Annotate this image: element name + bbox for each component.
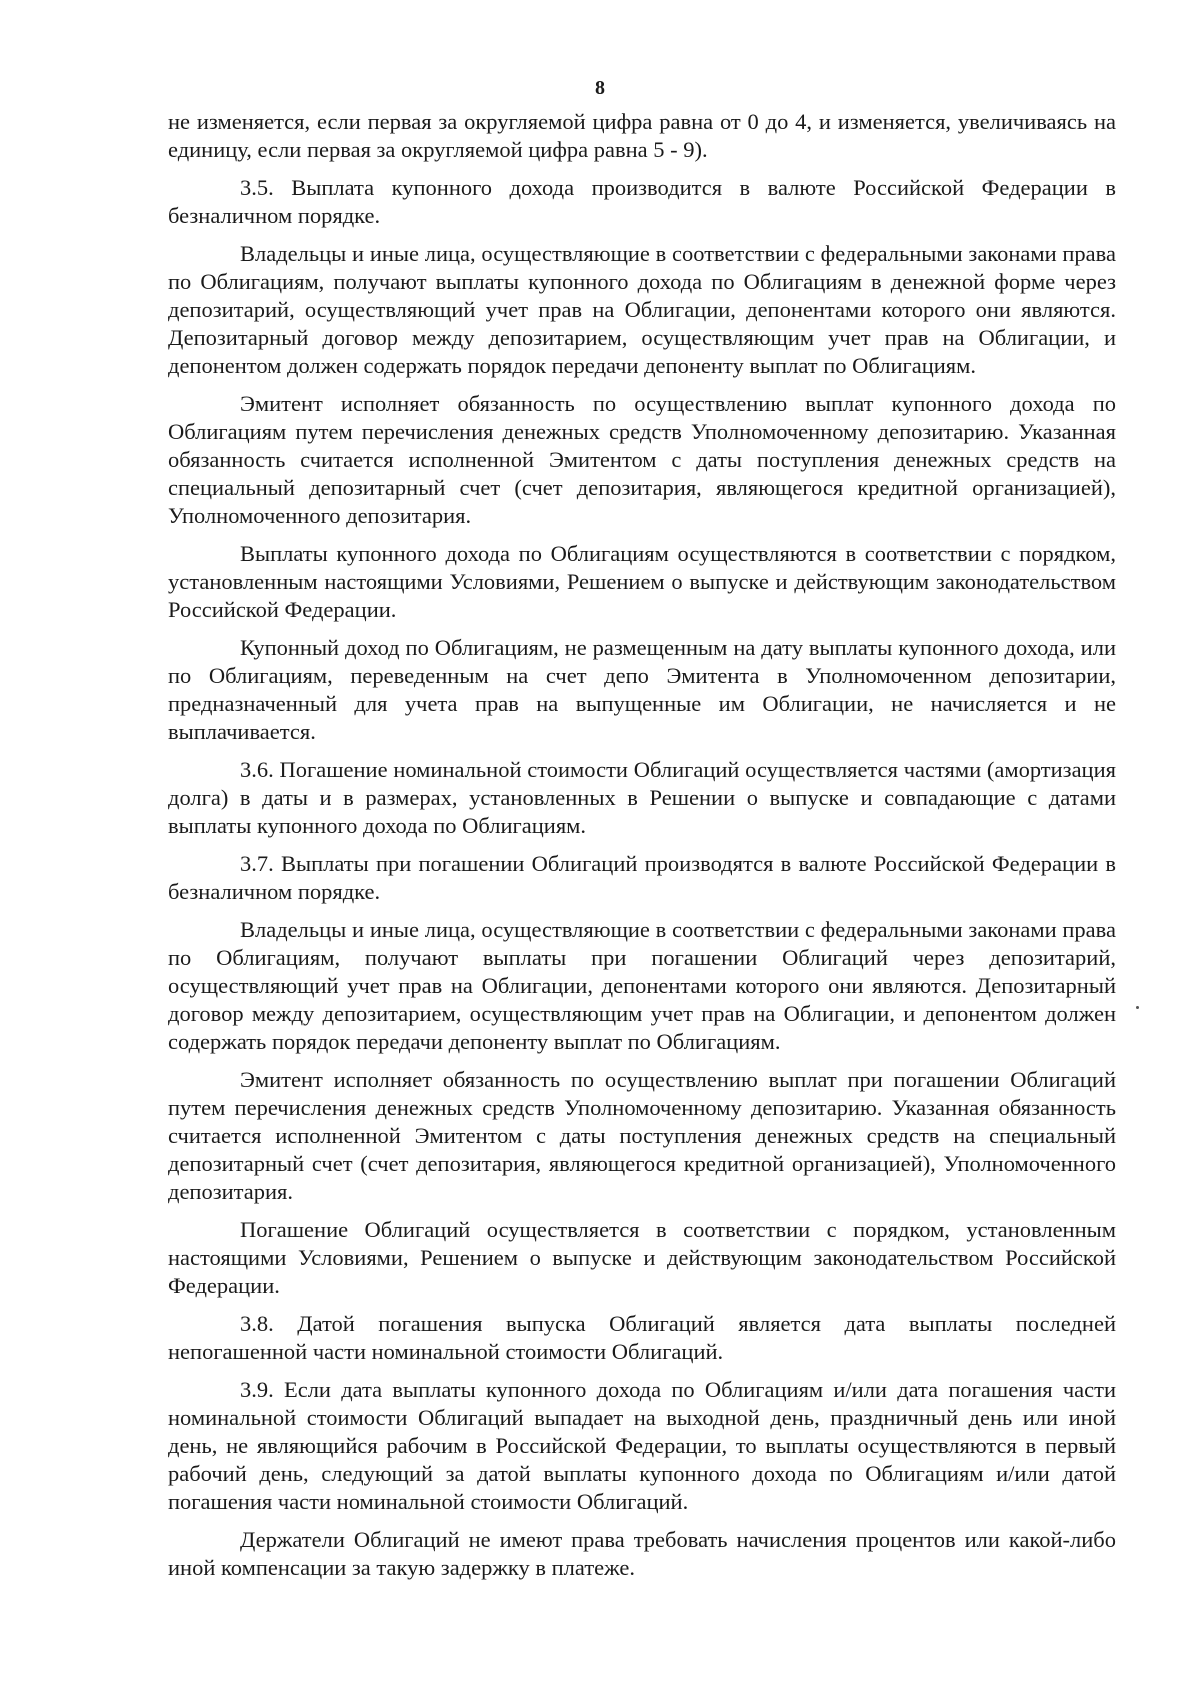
- paragraph-3-7: 3.7. Выплаты при погашении Облигаций производятся в валюте Российской Федерации в безналичном порядке.: [168, 851, 1116, 904]
- paragraph-coupon-payment-order: Выплаты купонного дохода по Облигациям осуществляются в соответствии с порядком, установленным настоящими Условиями, Решением о выпуске и действующим законодательством Российской Федерации.: [168, 541, 1116, 622]
- paragraph-coupon-issuer-obligation: Эмитент исполняет обязанность по осуществлению выплат купонного дохода по Облигациям путем перечисления денежных средств Уполномоченному депозитарию. Указанная обязанность считается исполненной Эмитентом с даты поступления денежных средств на специальный депозитарный счет (счет депозитария, являющегося кредитной организацией), Уполномоченного депозитария.: [168, 391, 1116, 528]
- document-body: [168, 108, 1116, 1592]
- paragraph-redemption-order: Погашение Облигаций осуществляется в соответствии с порядком, установленным настоящими Условиями, Решением о выпуске и действующим законодательством Российской Федерации.: [168, 1217, 1116, 1298]
- paragraph-redemption-owners: Владельцы и иные лица, осуществляющие в соответствии с федеральными законами права по Облигациям, получают выплаты при погашении Облигаций через депозитарий, осуществляющий учет прав на Облигации, депонентами которого они являются. Депозитарный договор между депозитарием, осуществляющим учет прав на Облигации, и депонентом должен содержать порядок передачи депоненту выплат по Облигациям.: [168, 917, 1116, 1054]
- paragraph-no-compensation: Держатели Облигаций не имеют права требовать начисления процентов или какой-либо иной компенсации за такую задержку в платеже.: [168, 1527, 1116, 1580]
- paragraph-3-5: 3.5. Выплата купонного дохода производится в валюте Российской Федерации в безналичном порядке.: [168, 175, 1116, 228]
- paragraph-coupon-owners: Владельцы и иные лица, осуществляющие в соответствии с федеральными законами права по Облигациям, получают выплаты купонного дохода по Облигациям в денежной форме через депозитарий, осуществляющий учет прав на Облигации, депонентами которого они являются. Депозитарный договор между депозитарием, осуществляющим учет прав на Облигации, и депонентом должен содержать порядок передачи депоненту выплат по Облигациям.: [168, 241, 1116, 378]
- scan-speck: [1136, 1006, 1139, 1009]
- paragraph-3-9: 3.9. Если дата выплаты купонного дохода по Облигациям и/или дата погашения части номинальной стоимости Облигаций выпадает на выходной день, праздничный день или иной день, не являющийся рабочим в Российской Федерации, то выплаты осуществляются в первый рабочий день, следующий за датой выплаты купонного дохода по Облигациям и/или датой погашения части номинальной стоимости Облигаций.: [168, 1377, 1116, 1514]
- paragraph-coupon-not-accrued: Купонный доход по Облигациям, не размещенным на дату выплаты купонного дохода, или по Облигациям, переведенным на счет депо Эмитента в Уполномоченном депозитарии, предназначенный для учета прав на выпущенные им Облигации, не начисляется и не выплачивается.: [168, 635, 1116, 744]
- paragraph-3-8: 3.8. Датой погашения выпуска Облигаций является дата выплаты последней непогашенной части номинальной стоимости Облигаций.: [168, 1311, 1116, 1364]
- page-number: 8: [595, 77, 605, 99]
- paragraph-continuation: не изменяется, если первая за округляемой цифра равна от 0 до 4, и изменяется, увеличиваясь на единицу, если первая за округляемой цифра равна 5 - 9).: [168, 109, 1116, 162]
- paragraph-3-6: 3.6. Погашение номинальной стоимости Облигаций осуществляется частями (амортизация долга) в даты и в размерах, установленных в Решении о выпуске и совпадающие с датами выплаты купонного дохода по Облигациям.: [168, 757, 1116, 838]
- paragraph-redemption-issuer-obligation: Эмитент исполняет обязанность по осуществлению выплат при погашении Облигаций путем перечисления денежных средств Уполномоченному депозитарию. Указанная обязанность считается исполненной Эмитентом с даты поступления денежных средств на специальный депозитарный счет (счет депозитария, являющегося кредитной организацией), Уполномоченного депозитария.: [168, 1067, 1116, 1204]
